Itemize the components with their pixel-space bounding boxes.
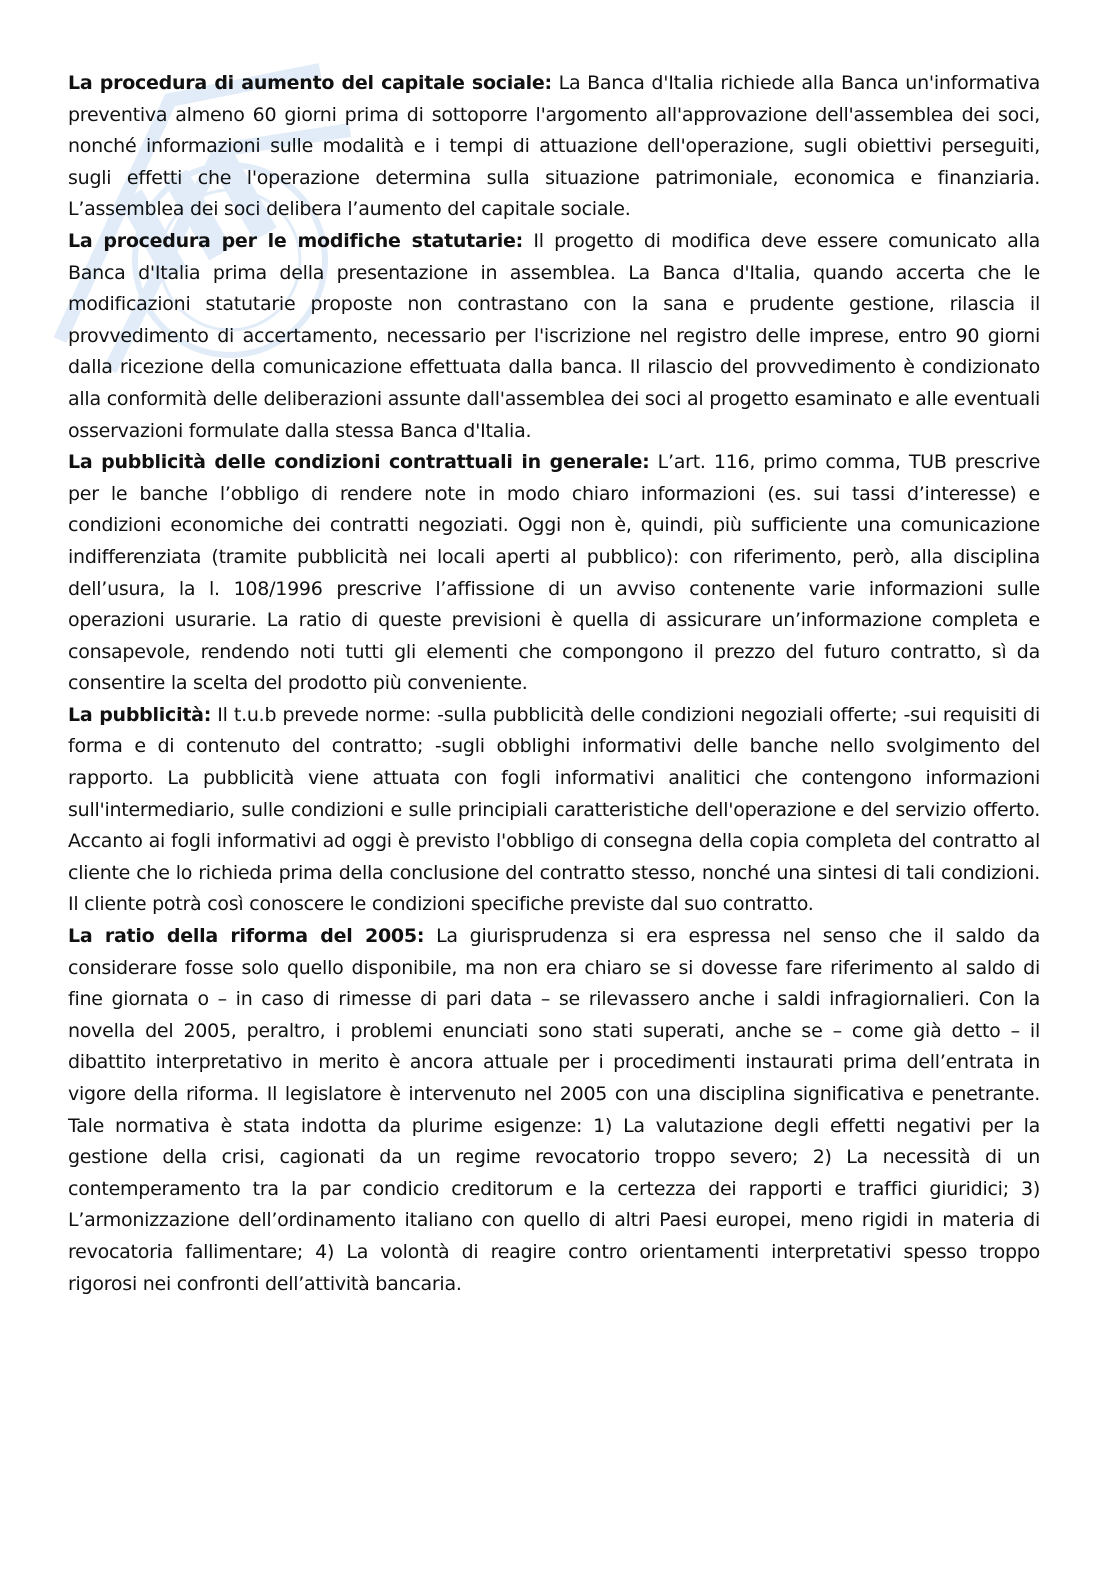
section-heading: La procedura di aumento del capitale sociale: <box>68 72 552 94</box>
section-heading: La pubblicità delle condizioni contrattuali in generale: <box>68 451 650 474</box>
section-heading: La procedura per le modifiche statutarie: <box>68 229 523 252</box>
section-heading: La pubblicità: <box>68 703 212 726</box>
section-body: Il t.u.b prevede norme: -sulla pubblicità delle condizioni negoziali offerte; -sui requisiti di forma e di contenuto del contratto; -sugli obblighi informativi delle banche nello svolgimento del rapporto. La pubblicità viene attuata con fogli informativi analitici che contengono informazioni sull'intermediario, sulle condizioni e sulle principiali caratteristiche dell'operazione e del servizio offerto. Accanto ai fogli informativi ad oggi è previsto l'obbligo di consegna della copia completa del contratto al cliente che lo richieda prima della conclusione del contratto stesso, nonché una sintesi di tali condizioni. Il cliente potrà così conoscere le condizioni specifiche previste dal suo contratto. <box>68 703 1040 916</box>
section-2005-reform-ratio <box>68 921 1040 1300</box>
section-body: La Banca d'Italia richiede alla Banca un'informativa preventiva almeno 60 giorni prima di sottoporre l'argomento all'approvazione dell'assemblea dei soci, nonché informazioni sulle modalità e i tempi di attuazione dell'operazione, sugli obiettivi perseguiti, sugli effetti che l'operazione determina sulla situazione patrimoniale, economica e finanziaria. L’assemblea dei soci delibera l’aumento del capitale sociale. <box>68 72 1040 221</box>
section-body: L’art. 116, primo comma, TUB prescrive per le banche l’obbligo di rendere note in modo chiaro informazioni (es. sui tassi d’interesse) e condizioni economiche dei contratti negoziati. Oggi non è, quindi, più sufficiente una comunicazione indifferenziata (tramite pubblicità nei locali aperti al pubblico): con riferimento, però, alla disciplina dell’usura, la l. 108/1996 prescrive l’affissione di un avviso contenente varie informazioni sulle operazioni usurarie. La ratio di queste previsioni è quella di assicurare un’informazione completa e consapevole, rendendo noti tutti gli elementi che compongono il prezzo del futuro contratto, sì da consentire la scelta del prodotto più conveniente. <box>68 451 1041 695</box>
section-heading: La ratio della riforma del 2005: <box>68 925 425 948</box>
section-capital-increase <box>68 68 1040 226</box>
section-body: Il progetto di modifica deve essere comunicato alla Banca d'Italia prima della presentazione in assemblea. La Banca d'Italia, quando accerta che le modificazioni statutarie proposte non contrastano con la sana e prudente gestione, rilascia il provvedimento di accertamento, necessario per l'iscrizione nel registro delle imprese, entro 90 giorni dalla ricezione della comunicazione effettuata dalla banca. Il rilascio del provvedimento è condizionato alla conformità delle deliberazioni assunte dall'assemblea dei soci al progetto esaminato e alle eventuali osservazioni formulate dalla stessa Banca d'Italia. <box>68 229 1041 442</box>
section-body: La giurisprudenza si era espressa nel senso che il saldo da considerare fosse solo quello disponibile, ma non era chiaro se si dovesse fare riferimento al saldo di fine giornata o – in caso di rimesse di pari data – se rilevassero anche i saldi infragiornalieri. Con la novella del 2005, peraltro, i problemi enunciati sono stati superati, anche se – come già detto – il dibattito interpretativo in merito è ancora attuale per i procedimenti instaurati prima dell’entrata in vigore della riforma. Il legislatore è intervenuto nel 2005 con una disciplina significativa e penetrante. Tale normativa è stata indotta da plurime esigenze: 1) La valutazione degli effetti negativi per la gestione della crisi, cagionati da un regime revocatorio troppo severo; 2) La necessità di un contemperamento tra la par condicio creditorum e la certezza dei rapporti e traffici giuridici; 3) L’armonizzazione dell’ordinamento italiano con quello di altri Paesi europei, meno rigidi in materia di revocatoria fallimentare; 4) La volontà di reagire contro orientamenti interpretativi spesso troppo rigorosi nei confronti dell’attività bancaria. <box>68 925 1040 1295</box>
section-statutory-changes <box>68 226 1040 447</box>
document-body <box>68 68 1040 1300</box>
section-publicity <box>68 700 1040 921</box>
section-contract-conditions-publicity <box>68 447 1040 700</box>
